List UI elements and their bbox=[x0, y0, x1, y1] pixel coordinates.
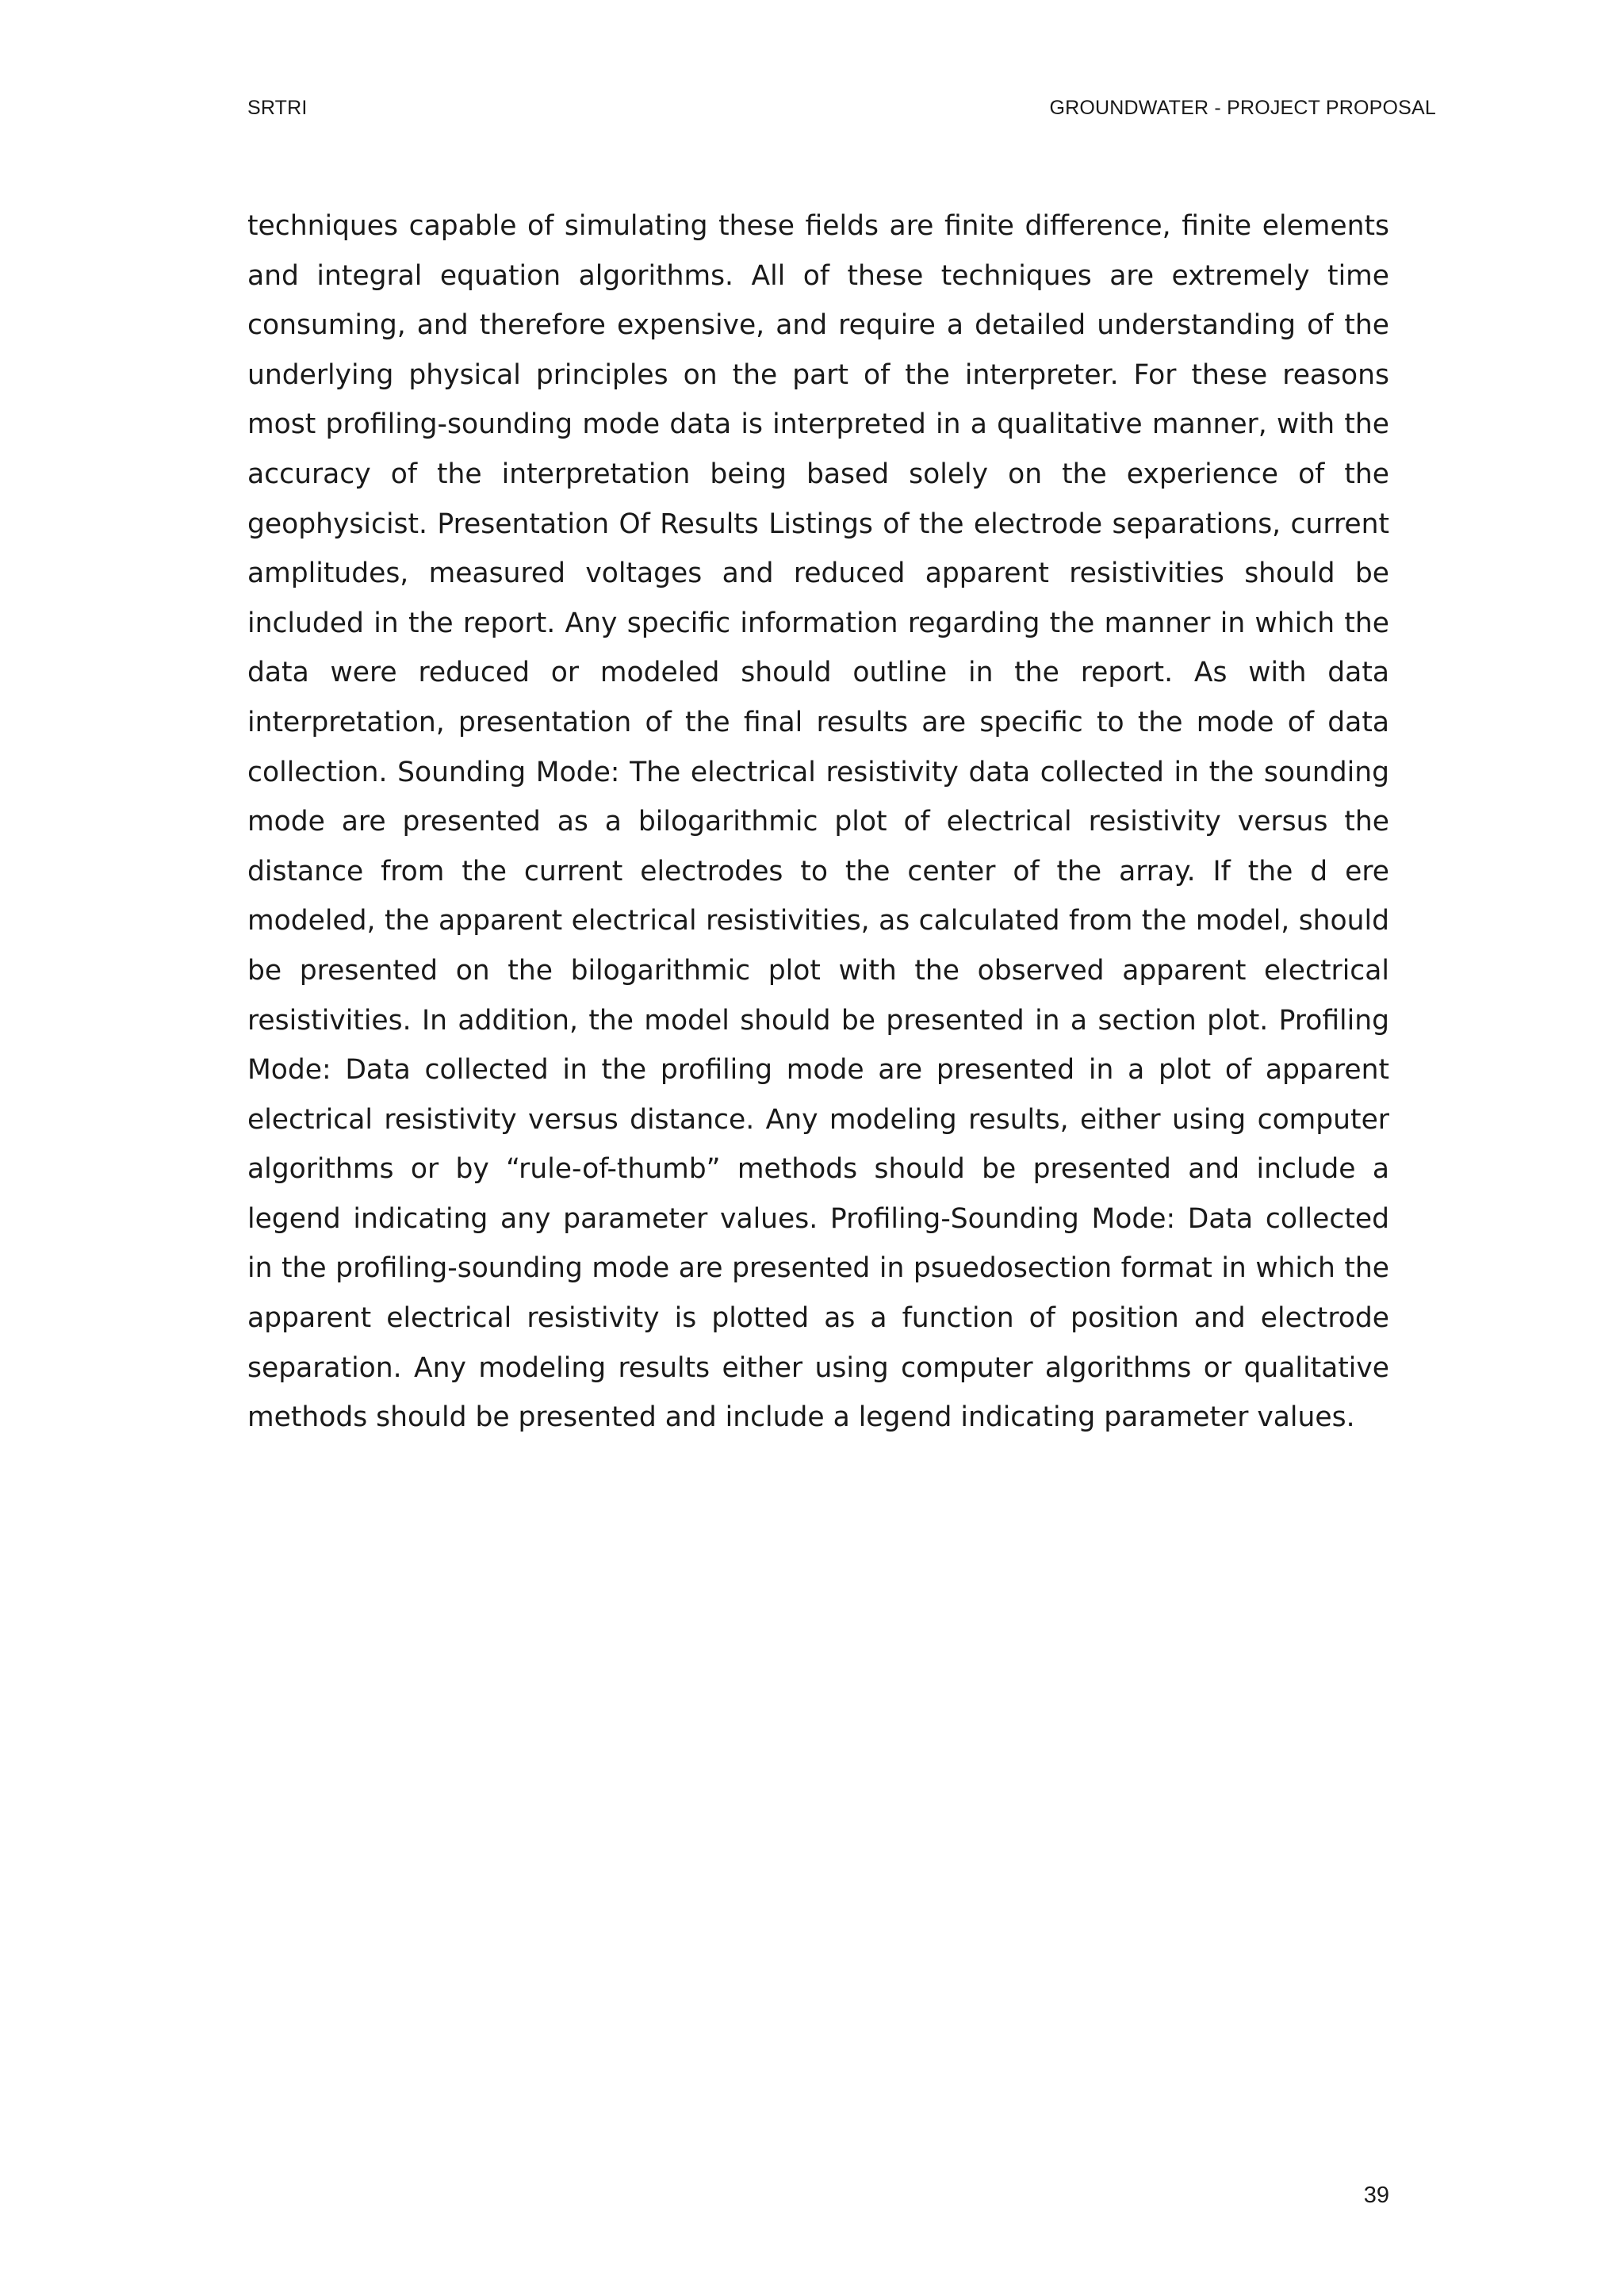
header-document-title: GROUNDWATER - PROJECT PROPOSAL bbox=[1049, 97, 1436, 119]
page-number: 39 bbox=[1363, 2183, 1389, 2208]
body-paragraph: techniques capable of simulating these fields are finite difference, finite elements and integral equation algorithms. All of these techniques are extremely time consuming, and therefore expensive, and require a detailed understanding of the underlying physical principles on the part of the interpreter. For these reasons most profiling-sounding mode data is interpreted in a qualitative manner, with the accuracy of the interpretation being based solely on the experience of the geophysicist. Presentation Of Results Listings of the electrode separations, current amplitudes, measured voltages and reduced apparent resistivities should be included in the report. Any specific information regarding the manner in which the data were reduced or modeled should outline in the report. As with data interpretation, presentation of the final results are specific to the mode of data collection. Sounding Mode: The electrical resistivity data collected in the sounding mode are presented as a bilogarithmic plot of electrical resistivity versus the distance from the current electrodes to the center of the array. If the d ere modeled, the apparent electrical resistivities, as calculated from the model, should be presented on the bilogarithmic plot with the observed apparent electrical resistivities. In addition, the model should be presented in a section plot. Profiling Mode: Data collected in the profiling mode are presented in a plot of apparent electrical resistivity versus distance. Any modeling results, either using computer algorithms or by “rule-of-thumb” methods should be presented and include a legend indicating any parameter values. Profiling-Sounding Mode: Data collected in the profiling-sounding mode are presented in psuedosection format in which the apparent electrical resistivity is plotted as a function of position and electrode separation. Any modeling results either using computer algorithms or qualitative methods should be presented and include a legend indicating parameter values. bbox=[247, 210, 1389, 1434]
header-org-name: SRTRI bbox=[247, 97, 308, 119]
